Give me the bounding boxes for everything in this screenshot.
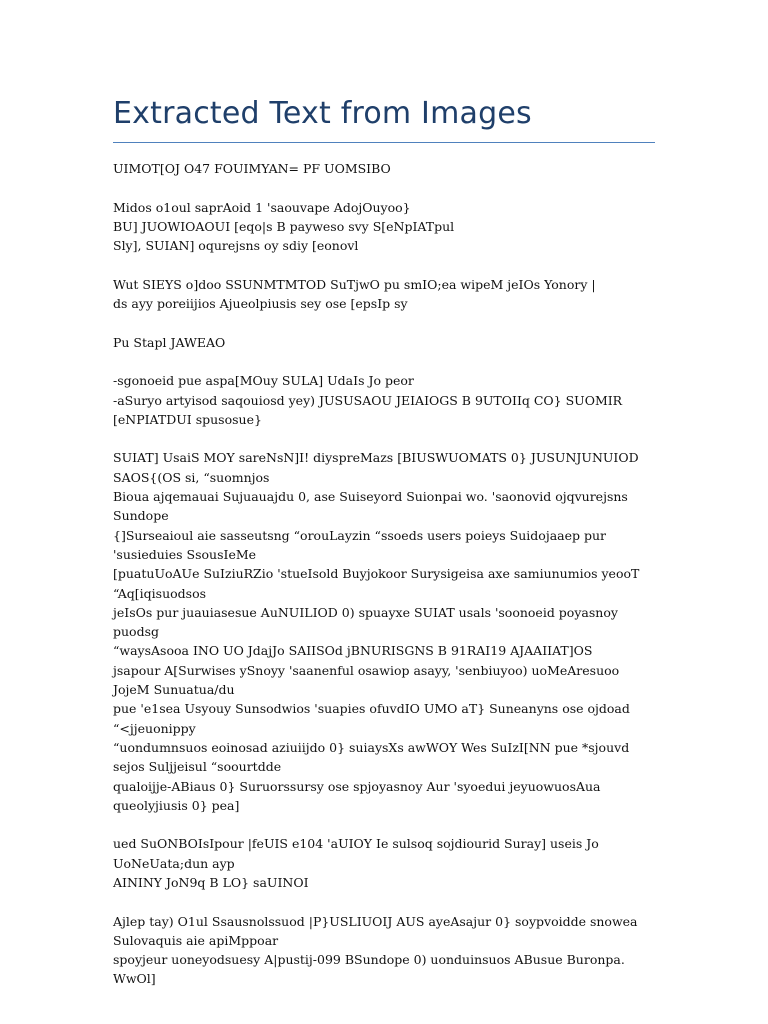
paragraph	[113, 371, 658, 429]
text-line: SUIAT] UsaiS MOY sareNsN]I! diyspreMazs [BIUSWUOMATS 0} JUSUNJUNUIOD SAOS{(OS si, “suomnjos	[113, 450, 639, 485]
text-line: ued SuONBOIsIpour |feUIS e104 'aUIOY Ie sulsoq sojdiourid Suray] useis Jo UoNeUata;dun ayp	[113, 836, 599, 871]
text-line: {]Surseaioul aie sasseutsng “orouLayzin “ssoeds users poieys Suidojaaep pur 'susieduies SsousIeMe	[113, 527, 606, 562]
text-line: UIMOT[OJ O47 FOUIMYAN= PF UOMSIBO	[113, 161, 391, 176]
paragraph	[113, 333, 658, 352]
text-line: ds ayy poreiijios Ajueolpiusis sey ose [epsIp sy	[113, 296, 408, 312]
text-line: “uondumnsuos eoinosad aziuiijdo 0} suiaysXs awWOY Wes SuIzI[NN pue *sjouvd sejos Suljjeisul “soourtdde	[113, 739, 630, 775]
text-line: Bioua ajqemauai Sujuauajdu 0, ase Suiseyord Suionpai wo. 'saonovid ojqvurejsns Sundope	[113, 489, 628, 524]
text-line: Pu Stapl JAWEAO	[113, 334, 226, 350]
text-line: Wut SIEYS o]doo SSUNMTMTOD SuTjwO pu smIO;ea wipeM jeIOs Yonory |	[113, 276, 596, 292]
text-line: spoyjeur uoneyodsuesy A|pustij-099 BSundope 0) uonduinsuos ABusue Buronpa. WwOl]	[113, 952, 625, 987]
text-line: Ajlep tay) O1ul Ssausnolssuod |P}USLIUOIJ AUS ayeAsajur 0} soypvoidde snowea Sulovaquis aie apiMppoar	[113, 913, 638, 948]
title-divider	[113, 142, 655, 143]
paragraph	[113, 275, 658, 314]
text-line: AININY JoN9q B LO} saUINOI	[113, 874, 309, 890]
text-line: -aSuryo artyisod saqouiosd yey) JUSUSAOU JEIAIOGS B 9UTOIIq CO} SUOMIR [eNPIATDUI spusosue}	[113, 392, 623, 427]
text-line: Midos o1oul saprAoid 1 'saouvape AdojOuyoo}	[113, 199, 411, 215]
paragraph	[113, 834, 658, 892]
text-line: -sgonoeid pue aspa[MOuy SULA] UdaIs Jo peor	[113, 373, 414, 389]
paragraph	[113, 198, 658, 256]
text-line: “waysAsooa INO UO JdajJo SAIISOd jBNURISGNS B 91RAI19 AJAAIIAT]OS	[113, 643, 593, 659]
text-line: jeIsOs pur juauiasesue AuNUILIOD 0) spuayxe SUIAT usals 'soonoeid poyasnoy puodsg	[113, 604, 618, 640]
paragraph	[113, 159, 658, 178]
text-line: Sly], SUIAN] oqurejsns oy sdiy [eonovl	[113, 238, 359, 254]
text-line: [puatuUoAUe SuIziuRZio 'stueIsold Buyjokoor Surysigeisa axe samiunumios yeooT “Aq[iqisuodsos	[113, 566, 640, 601]
document-page	[113, 94, 658, 1008]
paragraph	[113, 912, 658, 989]
paragraph	[113, 448, 658, 815]
text-line: pue 'e1sea Usyouy Sunsodwios 'suapies ofuvdIO UMO aT} Suneanyns ose ojdoad “<jjeuonippy	[113, 701, 630, 736]
text-line: BU] JUOWIOAOUI [eqo|s B payweso svy S[eNpIATpul	[113, 218, 455, 234]
text-line: jsapour A[Surwises ySnoyy 'saanenful osawiop asayy, 'senbiuyoo) uoMeAresuoo JojeM Sunuatua/du	[113, 662, 620, 698]
document-title: Extracted Text from Images	[113, 96, 532, 131]
text-line: qualoijje-ABiaus 0} Suruorssursy ose spjoyasnoy Aur 'syoedui jeyuowuosAua queolyjiusis 0} pea]	[113, 778, 601, 813]
